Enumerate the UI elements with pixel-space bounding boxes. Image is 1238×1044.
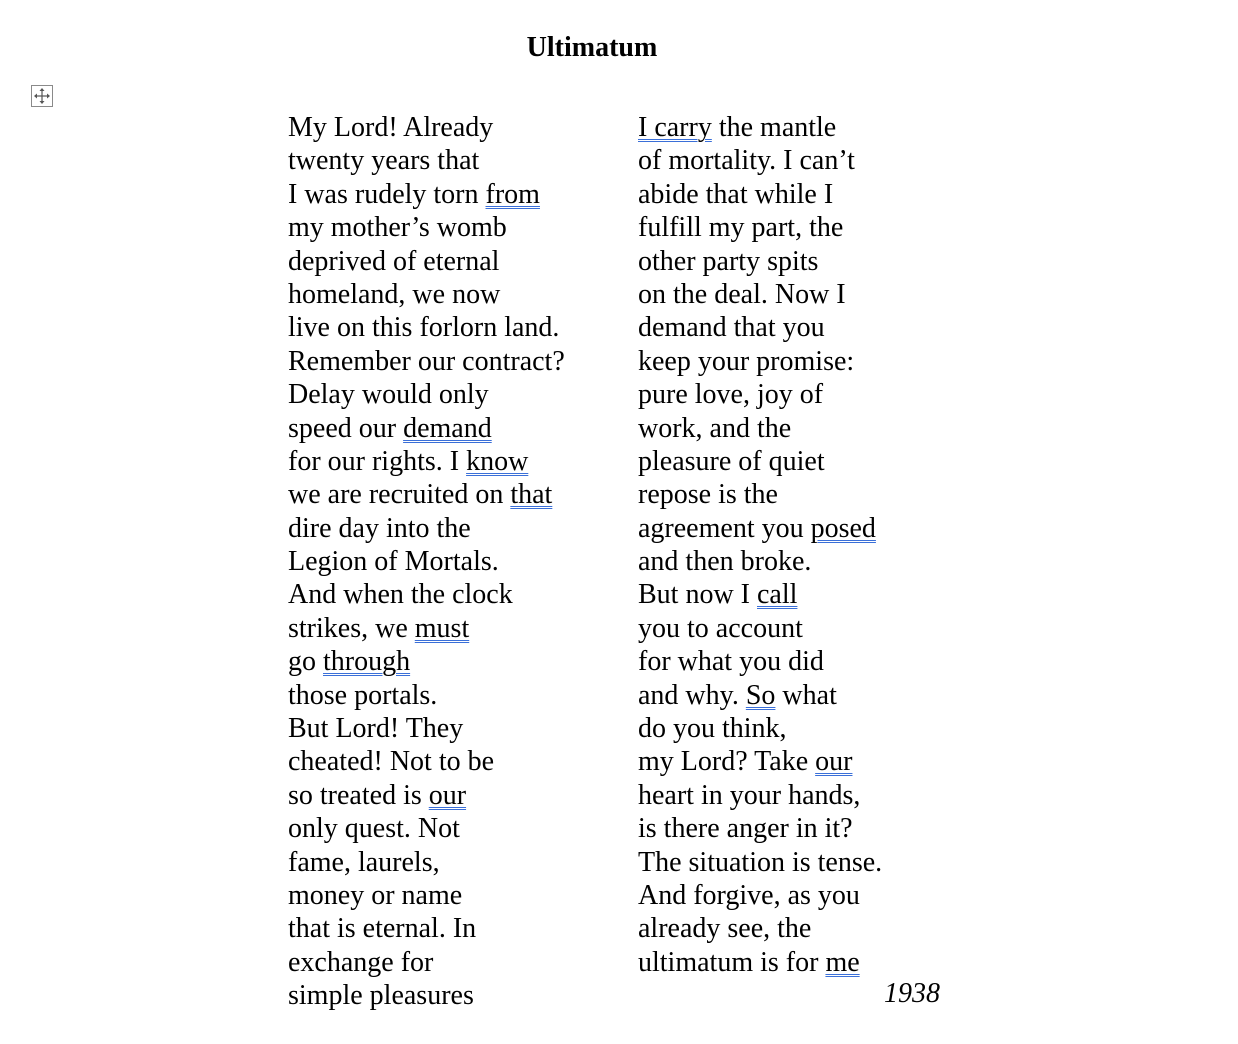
poem-text: for our rights. I xyxy=(288,445,467,477)
poem-text: work, and the xyxy=(638,412,792,444)
poem-line xyxy=(288,846,565,879)
spellcheck-flagged-word[interactable]: So xyxy=(745,679,776,711)
poem-text: heart in your hands, xyxy=(638,779,861,811)
poem-text: and then broke. xyxy=(638,546,812,578)
spellcheck-flagged-word[interactable]: through xyxy=(323,646,411,678)
poem-text: I was rudely torn xyxy=(288,178,486,210)
poem-line xyxy=(288,345,565,378)
table-move-handle[interactable] xyxy=(31,85,53,107)
poem-text: so treated is xyxy=(288,779,429,811)
poem-line xyxy=(288,879,565,912)
poem-text: go xyxy=(288,646,323,678)
poem-text: and why. xyxy=(638,679,746,711)
poem-text: money or name xyxy=(288,879,463,911)
poem-line xyxy=(638,245,882,278)
poem-text: exchange for xyxy=(288,946,434,978)
poem-text: of mortality. I can’t xyxy=(638,145,855,177)
poem-line xyxy=(638,712,882,745)
poem-text: what xyxy=(775,679,837,711)
spellcheck-flagged-word[interactable]: know xyxy=(466,445,529,477)
poem-text: only quest. Not xyxy=(288,813,460,845)
poem-line xyxy=(288,679,565,712)
poem-text: simple pleasures xyxy=(288,980,474,1012)
poem-line xyxy=(288,178,565,211)
poem-line xyxy=(638,912,882,945)
poem-text: agreement you xyxy=(638,512,811,544)
poem-line xyxy=(638,812,882,845)
poem-text: fulfill my part, the xyxy=(638,212,844,244)
poem-line xyxy=(288,612,565,645)
poem-text: is there anger in it? xyxy=(638,813,853,845)
spellcheck-flagged-word[interactable]: I carry xyxy=(638,112,712,143)
poem-line xyxy=(288,111,565,144)
poem-text: pure love, joy of xyxy=(638,379,824,411)
poem-text: keep your promise: xyxy=(638,345,855,377)
poem-line xyxy=(638,779,882,812)
poem-text: do you think, xyxy=(638,713,787,745)
poem-left-column[interactable] xyxy=(288,111,565,1013)
poem-line xyxy=(638,378,882,411)
poem-line xyxy=(638,679,882,712)
poem-text: you to account xyxy=(638,612,803,644)
poem-line xyxy=(288,311,565,344)
poem-line xyxy=(288,278,565,311)
poem-line xyxy=(638,578,882,611)
poem-text: My Lord! Already xyxy=(288,112,494,143)
poem-line xyxy=(638,512,882,545)
poem-text: And forgive, as you xyxy=(638,879,860,911)
poem-line xyxy=(638,946,882,979)
poem-text: repose is the xyxy=(638,479,778,511)
poem-text: Remember our contract? xyxy=(288,345,565,377)
poem-text: that is eternal. In xyxy=(288,913,477,945)
poem-text: Legion of Mortals. xyxy=(288,546,499,578)
poem-line xyxy=(638,478,882,511)
poem-text: homeland, we now xyxy=(288,278,501,310)
poem-line xyxy=(638,645,882,678)
poem-line xyxy=(638,178,882,211)
poem-text: pleasure of quiet xyxy=(638,445,825,477)
poem-text: already see, the xyxy=(638,913,812,945)
poem-line xyxy=(638,846,882,879)
poem-text: the mantle xyxy=(711,112,837,143)
poem-line xyxy=(288,144,565,177)
poem-text: fame, laurels, xyxy=(288,846,440,878)
poem-line xyxy=(288,211,565,244)
poem-text: deprived of eternal xyxy=(288,245,500,277)
poem-line xyxy=(638,111,882,144)
spellcheck-flagged-word[interactable]: that xyxy=(510,479,553,511)
poem-text: ultimatum is for xyxy=(638,946,826,978)
poem-line xyxy=(638,445,882,478)
poem-line xyxy=(638,412,882,445)
poem-line xyxy=(288,946,565,979)
poem-line xyxy=(638,144,882,177)
poem-line xyxy=(288,645,565,678)
poem-text: strikes, we xyxy=(288,612,415,644)
poem-line xyxy=(638,879,882,912)
poem-line xyxy=(638,612,882,645)
poem-line xyxy=(288,779,565,812)
spellcheck-flagged-word[interactable]: our xyxy=(815,746,853,778)
poem-line xyxy=(288,545,565,578)
poem-line xyxy=(638,211,882,244)
spellcheck-flagged-word[interactable]: call xyxy=(757,579,798,611)
spellcheck-flagged-word[interactable]: our xyxy=(428,779,467,811)
poem-line xyxy=(288,912,565,945)
poem-line xyxy=(288,478,565,511)
poem-text: those portals. xyxy=(288,679,438,711)
spellcheck-flagged-word[interactable]: demand xyxy=(403,412,492,444)
spellcheck-flagged-word[interactable]: must xyxy=(414,612,470,644)
poem-text: speed our xyxy=(288,412,404,444)
poem-line xyxy=(288,812,565,845)
poem-text: live on this forlorn land. xyxy=(288,312,560,344)
poem-text: But Lord! They xyxy=(288,713,464,745)
poem-text: The situation is tense. xyxy=(638,846,883,878)
poem-text: abide that while I xyxy=(638,178,834,210)
poem-text: twenty years that xyxy=(288,145,480,177)
poem-text: But now I xyxy=(638,579,757,611)
move-arrows-icon xyxy=(32,86,52,106)
poem-line xyxy=(288,979,565,1012)
poem-line xyxy=(638,278,882,311)
spellcheck-flagged-word[interactable]: posed xyxy=(810,512,876,544)
poem-text: cheated! Not to be xyxy=(288,746,495,778)
poem-line xyxy=(638,745,882,778)
poem-line xyxy=(288,245,565,278)
poem-year: 1938 xyxy=(884,978,940,1009)
poem-text: And when the clock xyxy=(288,579,513,611)
poem-text: my mother’s womb xyxy=(288,212,507,244)
poem-line xyxy=(638,345,882,378)
poem-line xyxy=(638,545,882,578)
poem-line xyxy=(288,378,565,411)
poem-text: my Lord? Take xyxy=(638,746,816,778)
poem-text: we are recruited on xyxy=(288,479,511,511)
poem-right-column[interactable] xyxy=(638,111,882,979)
spellcheck-flagged-word[interactable]: me xyxy=(825,946,860,978)
spellcheck-flagged-word[interactable]: from xyxy=(485,178,540,210)
poem-text: for what you did xyxy=(638,646,824,678)
poem-title: Ultimatum xyxy=(526,32,658,63)
poem-text: on the deal. Now I xyxy=(638,278,846,310)
poem-text: Delay would only xyxy=(288,379,489,411)
poem-line xyxy=(288,578,565,611)
poem-line xyxy=(288,712,565,745)
poem-line xyxy=(288,445,565,478)
poem-line xyxy=(288,412,565,445)
poem-line xyxy=(288,512,565,545)
poem-text: demand that you xyxy=(638,312,825,344)
poem-line xyxy=(288,745,565,778)
poem-line xyxy=(638,311,882,344)
poem-text: dire day into the xyxy=(288,512,471,544)
poem-text: other party spits xyxy=(638,245,819,277)
